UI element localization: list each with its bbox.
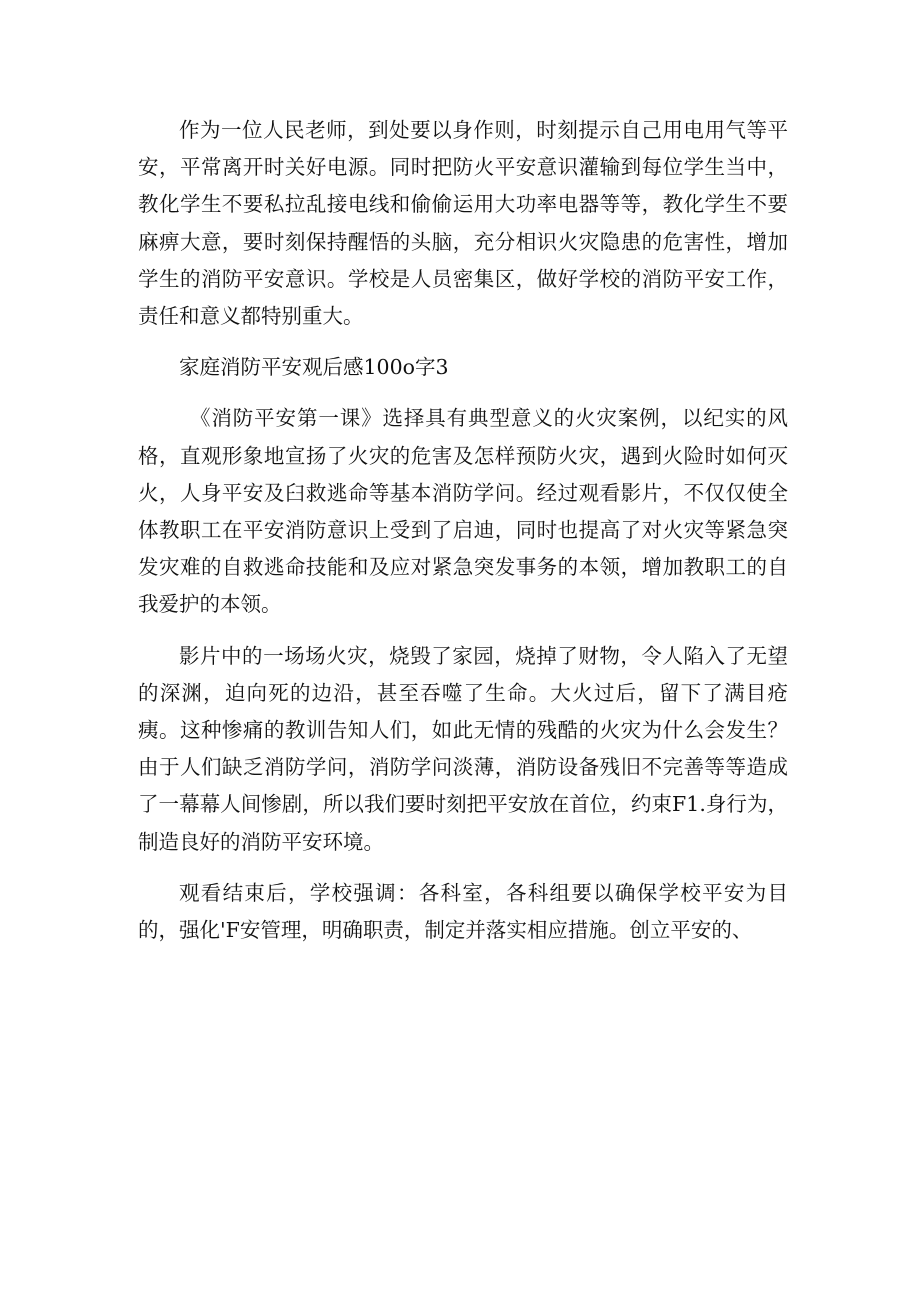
section-heading: 家庭消防平安观后感100o字3 — [179, 355, 449, 380]
paragraph-school-emphasis: 观看结束后，学校强调：各科室，各科组要以确保学校平安为目的，强化'F安管理，明确职责，制定并落实相应措施。创立平安的、 — [138, 880, 788, 943]
paragraph-first-lesson: 《消防平安第一课》选择具有典型意义的火灾案例，以纪实的风格，直观形象地宣扬了火灾的危害及怎样预防火灾，遇到火险时如何灭火，人身平安及臼救逃命等基本消防学问。经过观看影片，不仅仅使全体教职工在平安消防意识上受到了启迪，同时也提高了对火灾等紧急突发灾难的自救逃命技能和及应对紧急突发事务的本领，增加教职工的自我爱护的本领。 — [138, 406, 788, 617]
document-body — [138, 112, 788, 949]
paragraph-film-fires: 影片中的一场场火灾，烧毁了家园，烧掉了财物，令人陷入了无望的深渊，迫向死的边沿，甚至吞噬了生命。大火过后，留下了满目疮痍。这种惨痛的教训告知人们，如此无情的残酷的火灾为什么会发生？由于人们缺乏消防学问，消防学问淡薄，消防设备残旧不完善等等造成了一幕幕人间惨剧，所以我们要时刻把平安放在首位，约束F1.身行为，制造良好的消防平安环境。 — [138, 643, 788, 854]
paragraph-teacher-safety: 作为一位人民老师，到处要以身作则，时刻提示自己用电用气等平安，平常离开时关好电源。同时把防火平安意识灌输到每位学生当中，教化学生不要私拉乱接电线和偷偷运用大功率电器等等，教化学生不要麻痹大意，要时刻保持醒悟的头脑，充分相识火灾隐患的危害性，增加学生的消防平安意识。学校是人员密集区，做好学校的消防平安工作，责任和意义都特别重大。 — [138, 118, 788, 329]
